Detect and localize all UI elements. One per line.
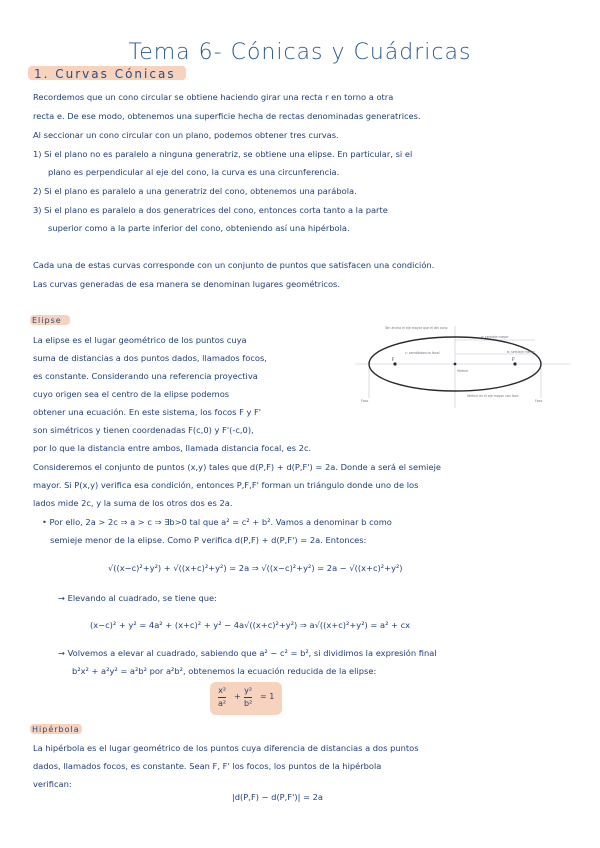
page-title: Tema 6- Cónicas y Cuádricas (128, 40, 472, 65)
equation-1: √((x−c)²+y²) + √((x+c)²+y²) = 2a ⇒ √((x−c)²+y²) = 2a − √((x+c)²+y²) (108, 563, 403, 573)
fraction-x (218, 685, 226, 710)
label-semidistancia: c: semidistancia focal (405, 351, 440, 355)
bullet-line: semieje menor de la elipse. Como P verifica d(P,F) + d(P,F') = 2a. Entonces: (50, 535, 367, 545)
text-line: mayor. Si P(x,y) verifica esa condición, entonces P,F,F' forman un triángulo donde uno de los (33, 480, 419, 490)
section-heading-conicas: 1. Curvas Cónicas (34, 67, 176, 81)
equation-2: (x−c)² + y² = 4a² + (x+c)² + y² − 4a√((x+c)²+y²) ⇒ a√((x+c)²+y²) = a² + cx (90, 620, 411, 630)
text-line: Consideremos el conjunto de puntos (x,y) tales que d(P,F) + d(P,F') = 2a. Donde a será el semieje (33, 462, 442, 472)
label-F: F (392, 357, 395, 362)
equals-one: = 1 (260, 692, 275, 701)
text-line: La hipérbola es el lugar geométrico de los puntos cuya diferencia de distancias a dos puntos (33, 743, 419, 753)
center-point (454, 363, 457, 366)
text-line: es constante. Considerando una referencia proyectiva (33, 371, 258, 381)
section-heading-elipse: Elipse (32, 316, 62, 325)
label-vertice-eje: Vértice en el eje mayor con foco (467, 394, 519, 398)
section-heading-hiperbola: Hipérbola (32, 725, 80, 734)
text-line: por lo que la distancia entre ambos, llamada distancia focal, es 2c. (33, 443, 312, 453)
focus-point (513, 362, 516, 365)
arrow-line: b²x² + a²y² = a²b² por a²b², obtenemos la ecuación reducida de la elipse: (72, 666, 377, 676)
arrow-line: → Volvemos a elevar al cuadrado, sabiendo que a² − c² = b², si dividimos la expresión final (58, 648, 437, 658)
text-line: suma de distancias a dos puntos dados, llamados focos, (33, 353, 267, 363)
hyperbola-equation: |d(P,F) − d(P,F')| = 2a (232, 792, 323, 802)
text-line: La elipse es el lugar geométrico de los puntos cuya (33, 335, 247, 345)
label-Fp: F' (512, 357, 516, 362)
focus-point (393, 362, 396, 365)
case-line: 2) Si el plano es paralelo a una generatriz del cono, obtenemos una parábola. (33, 186, 357, 196)
figure-note: Tan ancho el eje mayor que el del cono (385, 326, 448, 330)
text-line: Las curvas generadas de esa manera se denominan lugares geométricos. (33, 279, 341, 289)
fraction-y (244, 685, 252, 710)
text-line: obtener una ecuación. En este sistema, los focos F y F' (33, 407, 262, 417)
text-line: dados, llamados focos, es constante. Sean F, F' los focos, los puntos de la hipérbola (33, 761, 382, 771)
text-line: verifican: (33, 779, 72, 789)
text-line: son simétricos y tienen coordenadas F(c,0) y F'(-c,0), (33, 425, 254, 435)
text-line: Recordemos que un cono circular se obtiene haciendo girar una recta r en torno a otra (33, 92, 394, 102)
fraction-denominator: a² (218, 699, 227, 708)
reduced-equation-box (210, 682, 282, 715)
text-line: recta e. De ese modo, obtenemos una superficie hecha de rectas denominadas generatrices. (33, 111, 421, 121)
plus-sign: + (234, 692, 241, 701)
text-line: Cada una de estas curvas corresponde con un conjunto de puntos que satisfacen una condición. (33, 260, 435, 270)
ellipse-diagram (355, 318, 570, 428)
case-line: 3) Si el plano es paralelo a dos generatrices del cono, entonces corta tanto a la parte (33, 205, 388, 215)
text-line: cuyo origen sea el centro de la elipse podemos (33, 389, 230, 399)
label-semieje-menor: b: semieje menor (507, 350, 535, 354)
label-semieje-mayor: a: semieje mayor (481, 335, 509, 339)
case-line: 1) Si el plano no es paralelo a ninguna generatriz, se obtiene una elipse. En particular, si el (33, 149, 413, 159)
arrow-line: → Elevando al cuadrado, se tiene que: (58, 593, 217, 603)
label-foco: Foco (361, 399, 369, 403)
fraction-numerator: x² (218, 686, 227, 695)
bullet-line: • Por ello, 2a > 2c ⇒ a > c ⇒ ∃b>0 tal que a² = c² + b². Vamos a denominar b como (42, 517, 392, 527)
label-vertice: Vértice (457, 369, 469, 373)
fraction-numerator: y² (244, 686, 253, 695)
text-line: Al seccionar un cono circular con un plano, podemos obtener tres curvas. (33, 130, 339, 140)
label-foco: Foco (535, 399, 543, 403)
fraction-denominator: b² (244, 699, 253, 708)
case-line: superior como a la parte inferior del cono, obteniendo así una hipérbola. (48, 223, 350, 233)
case-line: plano es perpendicular al eje del cono, la curva es una circunferencia. (48, 167, 340, 177)
text-line: lados mide 2c, y la suma de los otros dos es 2a. (33, 498, 233, 508)
